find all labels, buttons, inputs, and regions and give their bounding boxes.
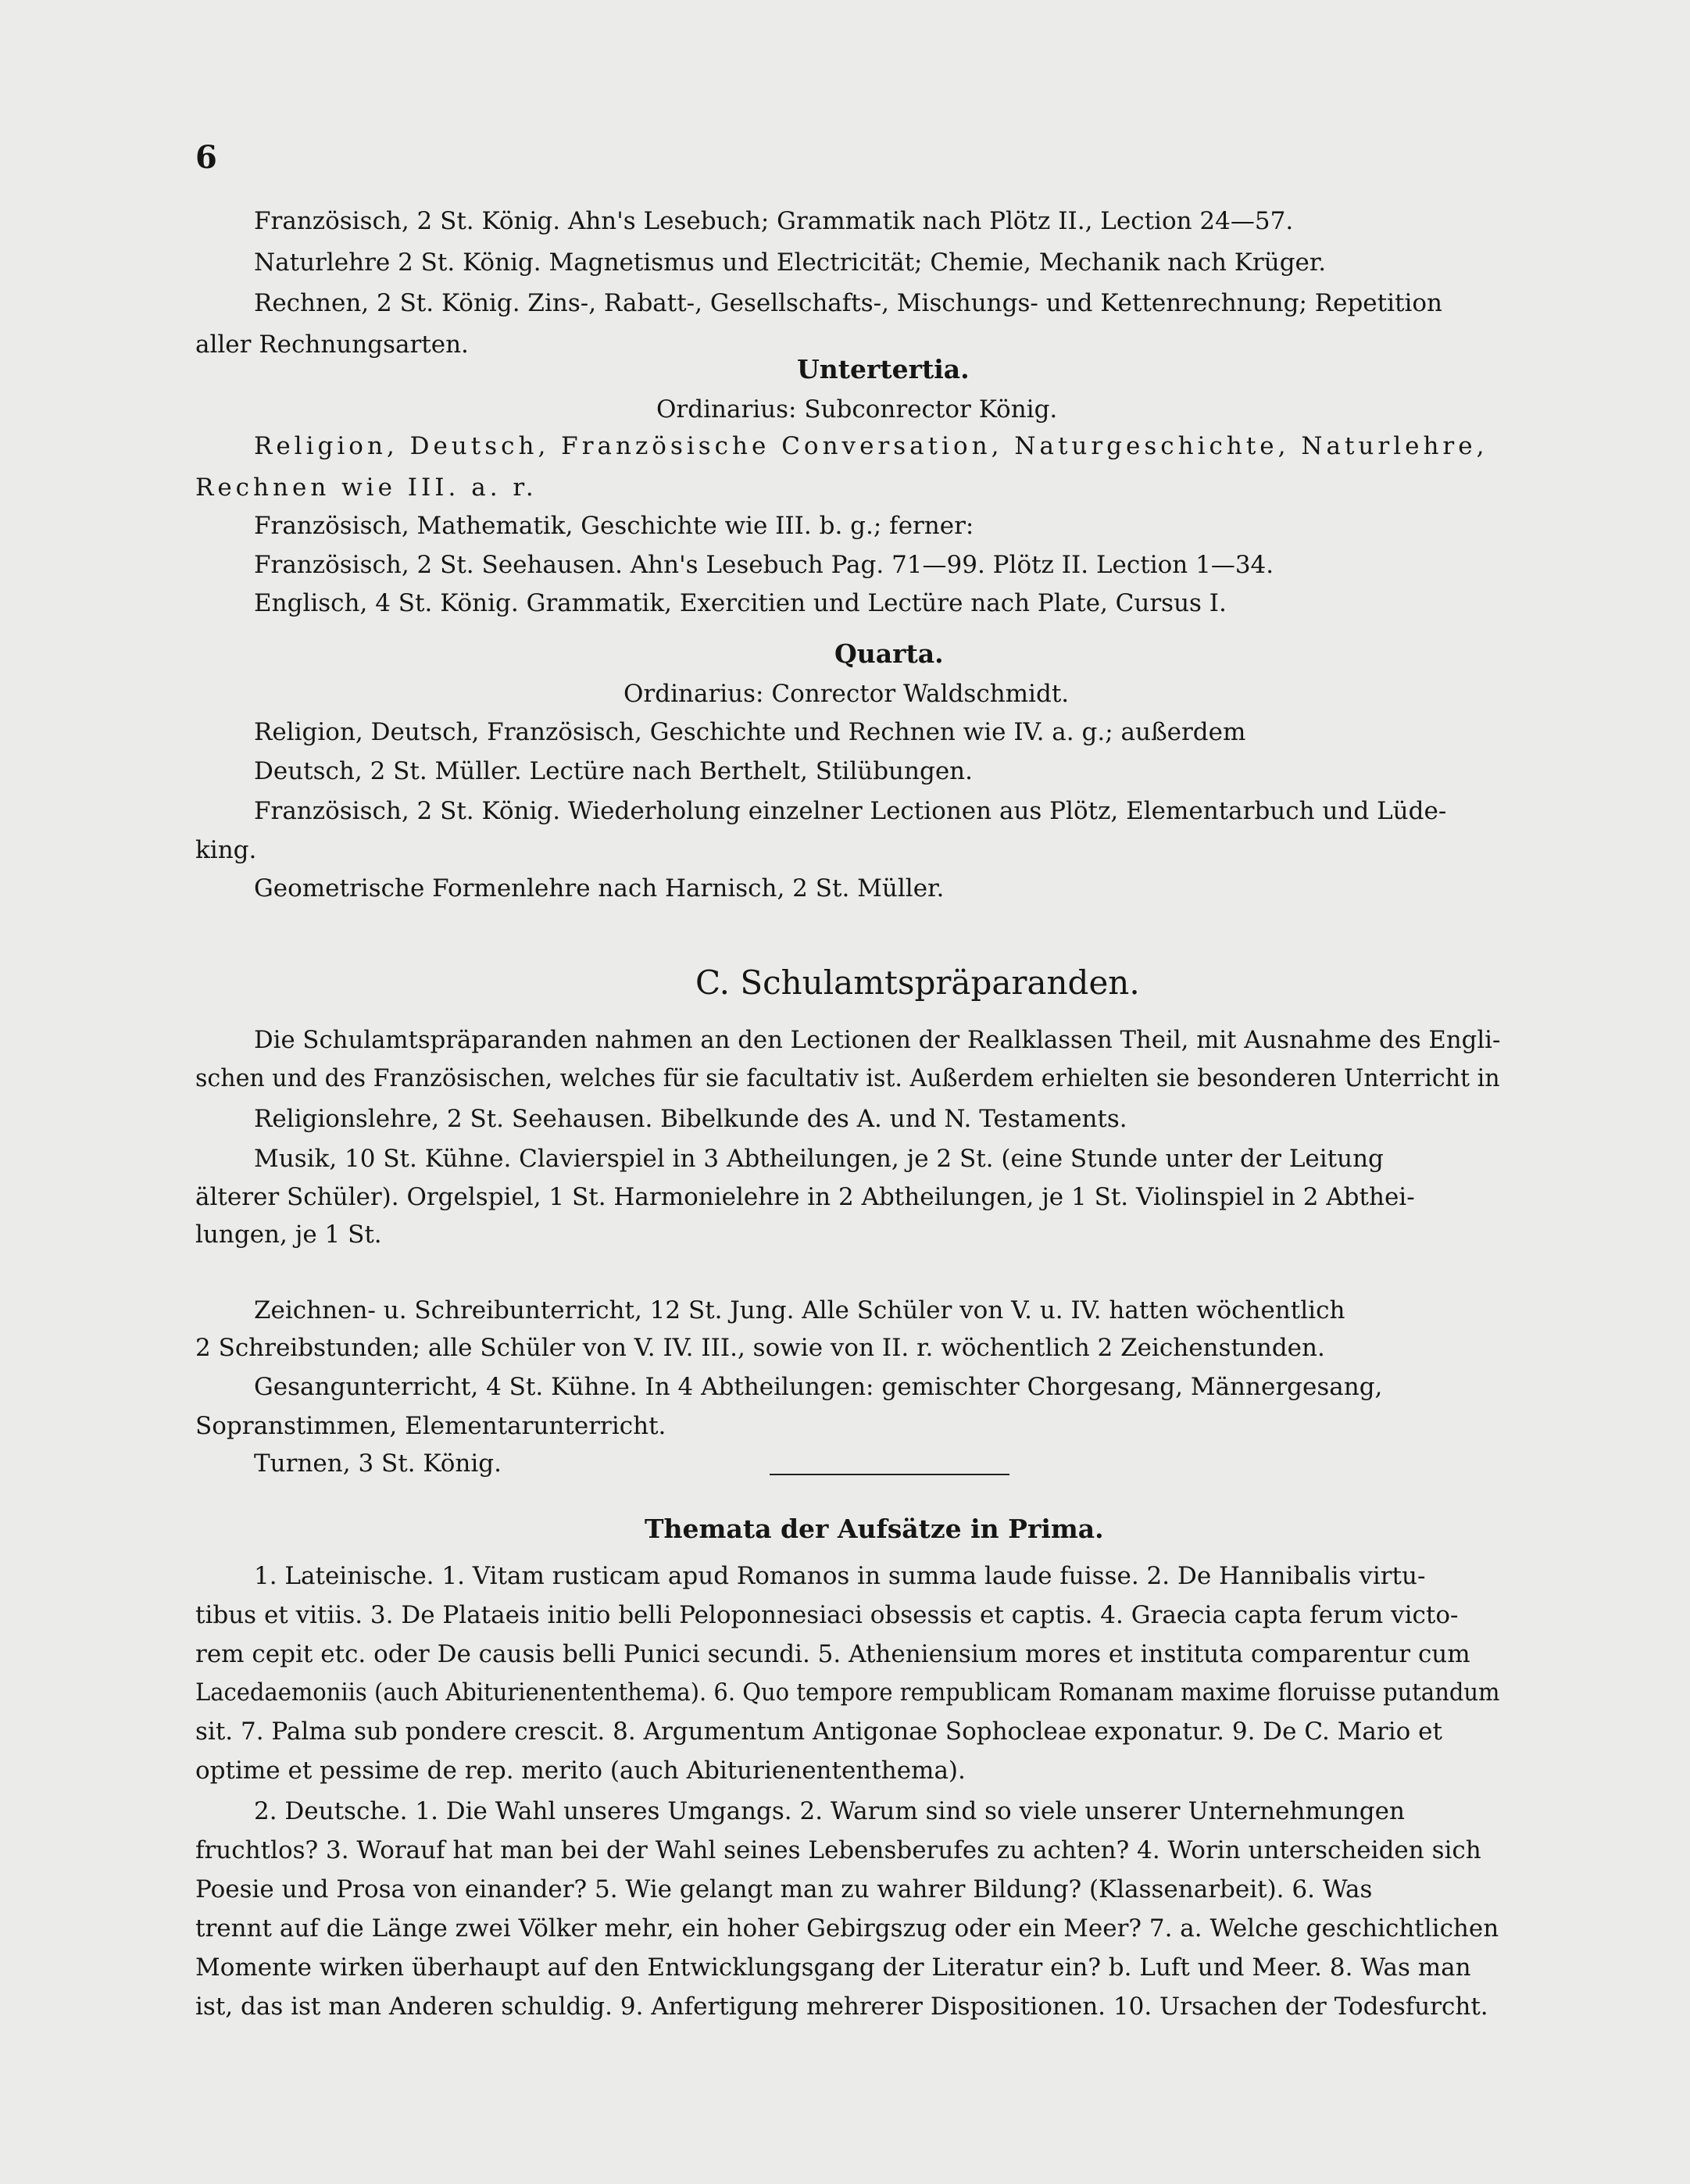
text-line: Geometrische Formenlehre nach Harnisch, 2 St. Müller. [254,874,945,903]
paragraph-line: rem cepit etc. oder De causis belli Punici secundi. 5. Atheniensium mores et instituta comparentur cum [195,1640,1470,1668]
paragraph-line: Momente wirken überhaupt auf den Entwicklungsgang der Literatur ein? b. Luft und Meer. 8. Was man [195,1953,1471,1982]
paragraph-line: ist, das ist man Anderen schuldig. 9. Anfertigung mehrerer Dispositionen. 10. Ursachen der Todesfurcht. [195,1993,1488,2021]
text-line: Französisch, 2 St. König. Wiederholung einzelner Lectionen aus Plötz, Elementarbuch und Lüde- [254,797,1447,825]
section-heading: Themata der Aufsätze in Prima. [645,1514,1104,1544]
text-line: Englisch, 4 St. König. Grammatik, Exercitien und Lectüre nach Plate, Cursus I. [254,589,1227,617]
paragraph-line: optime et pessime de rep. merito (auch Abiturienententhema). [195,1757,966,1785]
text-line: Deutsch, 2 St. Müller. Lectüre nach Berthelt, Stilübungen. [254,757,973,785]
divider [770,1474,1009,1475]
text-line: Musik, 10 St. Kühne. Clavierspiel in 3 Abtheilungen, je 2 St. (eine Stunde unter der Leitung [254,1145,1384,1173]
text-line: Gesangunterricht, 4 St. Kühne. In 4 Abtheilungen: gemischter Chorgesang, Männergesang, [254,1373,1383,1401]
paragraph-line: tibus et vitiis. 3. De Plataeis initio belli Peloponnesiaci obsessis et captis. 4. Graecia capta ferum victo- [195,1601,1459,1629]
page-number: 6 [195,139,217,176]
section-heading: Quarta. [834,638,944,669]
ordinarius-line: Ordinarius: Subconrector König. [656,395,1058,424]
text-line: Rechnen, 2 St. König. Zins-, Rabatt-, Gesellschafts-, Mischungs- und Kettenrechnung; Repetition [254,289,1443,317]
paragraph-line: 2. Deutsche. 1. Die Wahl unseres Umgangs. 2. Warum sind so viele unserer Unternehmungen [254,1797,1405,1825]
paragraph-line: Die Schulamtspräparanden nahmen an den Lectionen der Realklassen Theil, mit Ausnahme des Engli- [254,1026,1501,1054]
text-line: Französisch, 2 St. Seehausen. Ahn's Lesebuch Pag. 71—99. Plötz II. Lection 1—34. [254,551,1274,579]
text-line: king. [195,836,257,864]
paragraph-line: sit. 7. Palma sub pondere crescit. 8. Argumentum Antigonae Sophocleae exponatur. 9. De C. Mario et [195,1718,1442,1746]
text-line: Naturlehre 2 St. König. Magnetismus und Electricität; Chemie, Mechanik nach Krüger. [254,248,1327,277]
text-line: Turnen, 3 St. König. [254,1449,502,1478]
text-line: Rechnen wie III. a. r. [195,474,538,502]
text-line: älterer Schüler). Orgelspiel, 1 St. Harmonielehre in 2 Abtheilungen, je 1 St. Violinspiel in 2 Abthei- [195,1183,1415,1211]
text-line: Religion, Deutsch, Französisch, Geschichte und Rechnen wie IV. a. g.; außerdem [254,718,1246,746]
text-line: 2 Schreibstunden; alle Schüler von V. IV. III., sowie von II. r. wöchentlich 2 Zeichenstunden. [195,1334,1325,1362]
paragraph-line: trennt auf die Länge zwei Völker mehr, ein hoher Gebirgszug oder ein Meer? 7. a. Welche geschichtlichen [195,1914,1499,1943]
text-line: aller Rechnungsarten. [195,331,469,359]
text-line: Französisch, 2 St. König. Ahn's Lesebuch; Grammatik nach Plötz II., Lection 24—57. [254,207,1294,235]
paragraph-line: fruchtlos? 3. Worauf hat man bei der Wahl seines Lebensberufes zu achten? 4. Worin unterscheiden sich [195,1836,1481,1864]
paragraph-line: Lacedaemoniis (auch Abiturienententhema). 6. Quo tempore rempublicam Romanam maxime floruisse putandum [195,1678,1500,1707]
text-line: Zeichnen- u. Schreibunterricht, 12 St. Jung. Alle Schüler von V. u. IV. hatten wöchentlich [254,1296,1345,1324]
text-line: Religion, Deutsch, Französische Conversation, Naturgeschichte, Naturlehre, [254,432,1488,460]
section-title: C. Schulamtspräparanden. [695,963,1140,1002]
text-line: Französisch, Mathematik, Geschichte wie III. b. g.; ferner: [254,512,974,540]
text-line: lungen, je 1 St. [195,1221,382,1249]
text-line: Sopranstimmen, Elementarunterricht. [195,1412,666,1440]
paragraph-line: 1. Lateinische. 1. Vitam rusticam apud Romanos in summa laude fuisse. 2. De Hannibalis virtu- [254,1562,1426,1590]
section-heading: Untertertia. [797,354,970,384]
paragraph-line: Poesie und Prosa von einander? 5. Wie gelangt man zu wahrer Bildung? (Klassenarbeit). 6. Was [195,1875,1373,1903]
ordinarius-line: Ordinarius: Conrector Waldschmidt. [623,680,1070,708]
paragraph-line: schen und des Französischen, welches für sie facultativ ist. Außerdem erhielten sie besonderen Unterricht in [195,1064,1500,1092]
text-line: Religionslehre, 2 St. Seehausen. Bibelkunde des A. und N. Testaments. [254,1105,1127,1133]
